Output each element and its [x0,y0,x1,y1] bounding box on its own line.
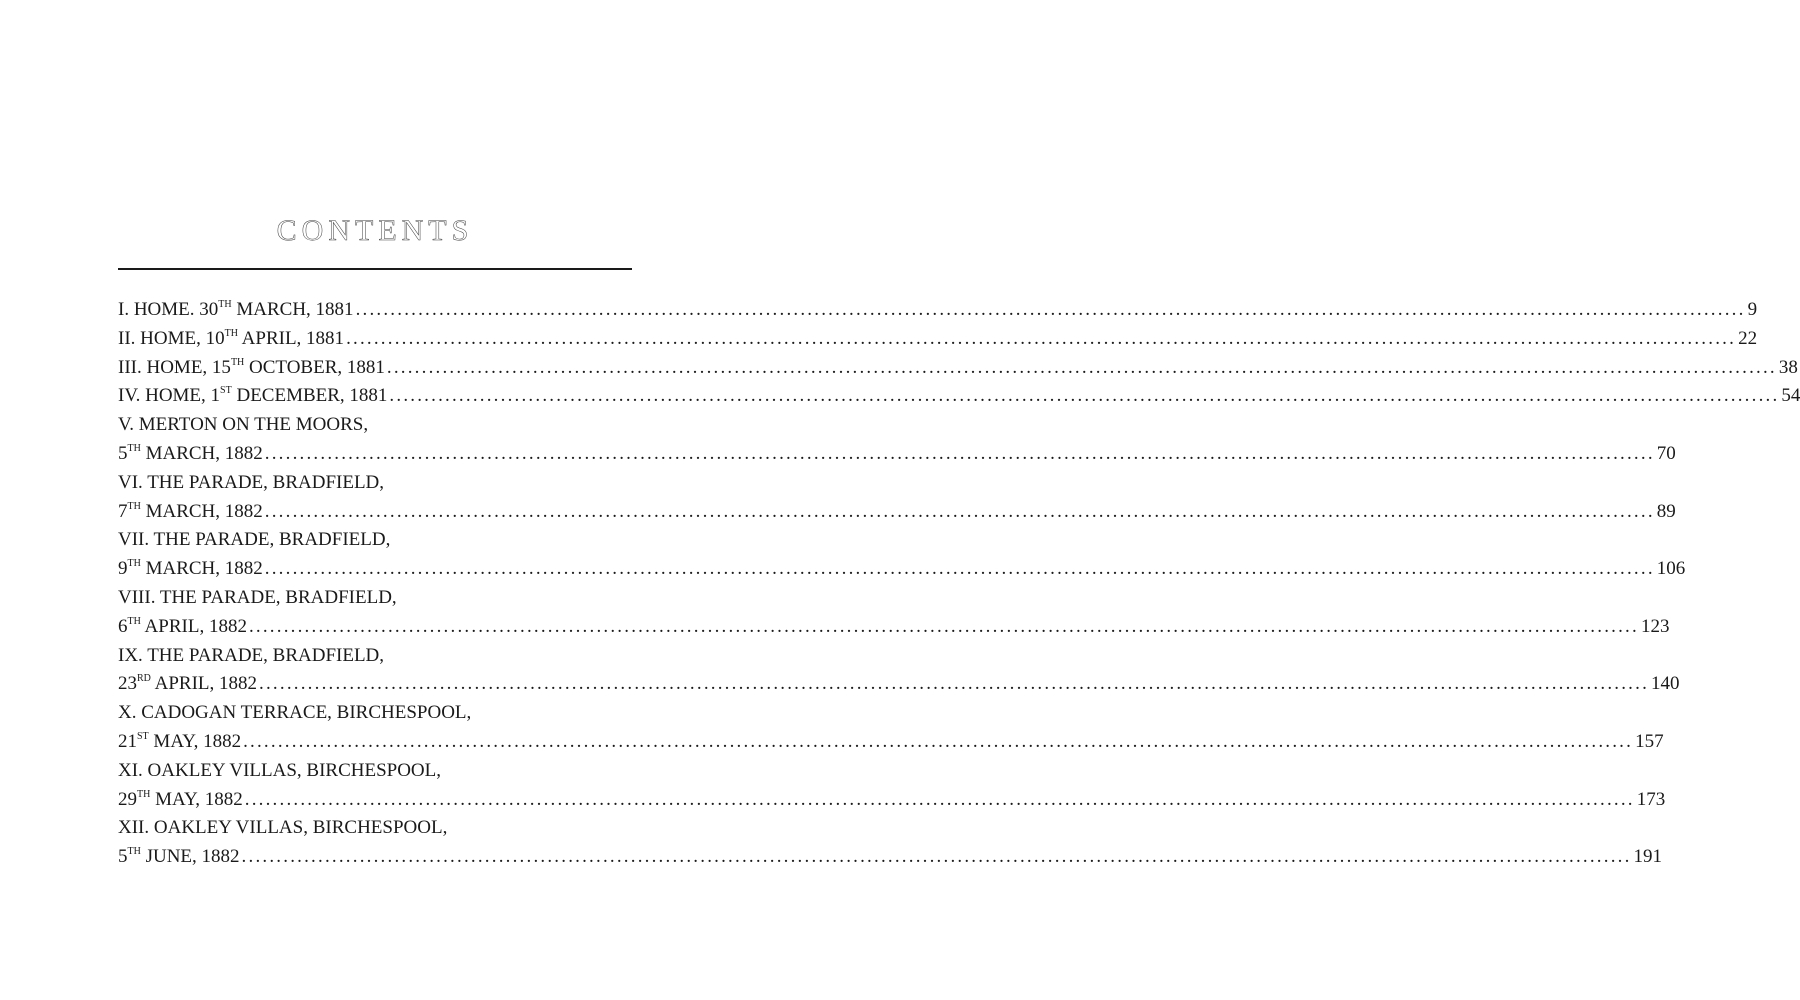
toc-entry-label [118,555,263,584]
ordinal-suffix: TH [224,327,238,339]
toc-label-text: MARCH, 1881 [231,299,354,320]
toc-label-text: MARCH, 1882 [140,500,263,522]
toc-label-text: JUNE, 1882 [140,846,240,868]
page-number: 54 [1781,385,1800,407]
toc-label-text: 7 [118,500,128,522]
page-number: 70 [1656,442,1676,464]
dot-leader: ........................................................................................................................................................................................................ [244,788,1635,810]
ordinal-suffix: RD [137,673,151,685]
toc-label-text: VI. THE PARADE, BRADFIELD, [118,471,385,493]
page-number: 123 [1640,615,1670,637]
page-title: CONTENTS [276,214,474,247]
ordinal-suffix: TH [127,442,141,454]
toc-label-text: III. HOME, 15 [118,356,231,378]
toc-entry-line [118,325,1758,354]
toc-entry-line [118,440,1676,469]
toc-label-text: XII. OAKLEY VILLAS, BIRCHESPOOL, [118,817,448,839]
page-number: 89 [1656,500,1676,522]
page-number: 191 [1633,846,1663,868]
dot-leader: ........................................................................................................................................................................................................ [264,442,1655,464]
toc-entry-label [118,757,441,786]
page-number: 140 [1651,673,1680,695]
toc-entry-line [118,613,1670,642]
toc-label-text: VII. THE PARADE, BRADFIELD, [118,529,391,551]
toc-entry-line [118,498,1676,527]
toc-entry-line [118,728,1664,757]
toc-label-text: APRIL, 1882 [140,615,247,637]
toc-label-text: V. MERTON ON THE MOORS, [118,414,369,436]
toc-label-text: APRIL, 1881 [237,327,345,349]
toc-entry-label [118,814,447,843]
toc-entry-line [118,411,623,440]
toc-label-text: MARCH, 1882 [140,558,263,580]
toc-label-text: DECEMBER, 1881 [231,385,388,407]
toc-label-text: IX. THE PARADE, BRADFIELD, [118,644,385,666]
dot-leader: ........................................................................................................................................................................................................ [355,299,1746,320]
page-number: 173 [1636,788,1666,810]
toc-entry-label [118,526,390,555]
toc-label-text: MAY, 1882 [148,730,242,752]
page-number: 38 [1778,356,1798,378]
toc-entry-label [118,699,471,728]
dot-leader: ........................................................................................................................................................................................................ [243,730,1634,752]
dot-leader: ........................................................................................................................................................................................................ [241,846,1632,868]
toc-entry-label [118,584,397,613]
dot-leader: ........................................................................................................................................................................................................ [264,558,1655,580]
toc-label-text: I. HOME. 30 [118,299,219,320]
toc-entry-line [118,843,1663,872]
dot-leader: ........................................................................................................................................................................................................ [386,356,1777,378]
toc-label-text: 5 [118,846,128,868]
toc-entry-label [118,296,354,325]
toc-label-text: OCTOBER, 1881 [244,356,385,378]
toc-label-text: IV. HOME, 1 [118,385,221,407]
toc-label-text: 21 [118,730,137,752]
toc-entry-label [118,642,384,671]
toc-entry-label [118,469,384,498]
dot-leader: ........................................................................................................................................................................................................ [259,673,1650,695]
toc-entry-line [118,296,1758,325]
toc-label-text: 29 [118,788,137,810]
dot-leader: ........................................................................................................................................................................................................ [248,615,1639,637]
toc-label-text: 6 [118,615,128,637]
ordinal-suffix: TH [127,615,141,627]
dot-leader: ........................................................................................................................................................................................................ [389,385,1780,407]
toc-entry-label [118,440,263,469]
toc-label-text: X. CADOGAN TERRACE, BIRCHESPOOL, [118,702,472,724]
toc-entry-line [118,814,623,843]
toc-entry-line [118,469,623,498]
toc-label-text: APRIL, 1882 [150,673,258,695]
dot-leader: ........................................................................................................................................................................................................ [346,327,1737,349]
ordinal-suffix: ST [137,730,149,742]
toc-entry-label [118,354,385,383]
table-of-contents [118,296,1800,872]
ordinal-suffix: TH [230,356,245,368]
toc-label-text: 23 [118,673,137,695]
toc-entry-line [118,382,1800,411]
toc-label-text: XI. OAKLEY VILLAS, BIRCHESPOOL, [118,759,441,781]
toc-entry-line [118,555,1686,584]
toc-entry-line [118,757,623,786]
toc-entry-label [118,613,247,642]
toc-entry-label [118,728,241,757]
dot-leader: ........................................................................................................................................................................................................ [264,500,1655,522]
ordinal-suffix: ST [220,385,232,397]
ordinal-suffix: TH [218,299,232,310]
toc-label-text: 9 [118,558,128,580]
toc-entry-label [118,498,263,527]
page-number: 22 [1738,327,1758,349]
ordinal-suffix: TH [127,846,141,858]
ordinal-suffix: TH [127,500,141,512]
toc-entry-line [118,642,623,671]
toc-label-text: MAY, 1882 [150,788,243,810]
toc-entry-label [118,670,257,699]
ordinal-suffix: TH [137,788,151,800]
page-number: 9 [1747,299,1758,320]
toc-entry-line [118,354,1798,383]
toc-label-text: VIII. THE PARADE, BRADFIELD, [118,586,397,608]
toc-entry-label [118,786,243,815]
toc-entry-label [118,325,344,354]
toc-label-text: MARCH, 1882 [140,442,263,464]
toc-entry-label [118,382,387,411]
title-rule [118,268,632,270]
toc-label-text: II. HOME, 10 [118,327,225,349]
toc-label-text: 5 [118,442,128,464]
page-number: 157 [1635,730,1664,752]
toc-entry-line [118,584,623,613]
toc-entry-label [118,843,240,872]
toc-entry-line [118,786,1666,815]
toc-entry-line [118,699,623,728]
ordinal-suffix: TH [127,558,141,570]
toc-entry-label [118,411,368,440]
toc-entry-line [118,670,1680,699]
page-number: 106 [1656,558,1686,580]
toc-entry-line [118,526,623,555]
